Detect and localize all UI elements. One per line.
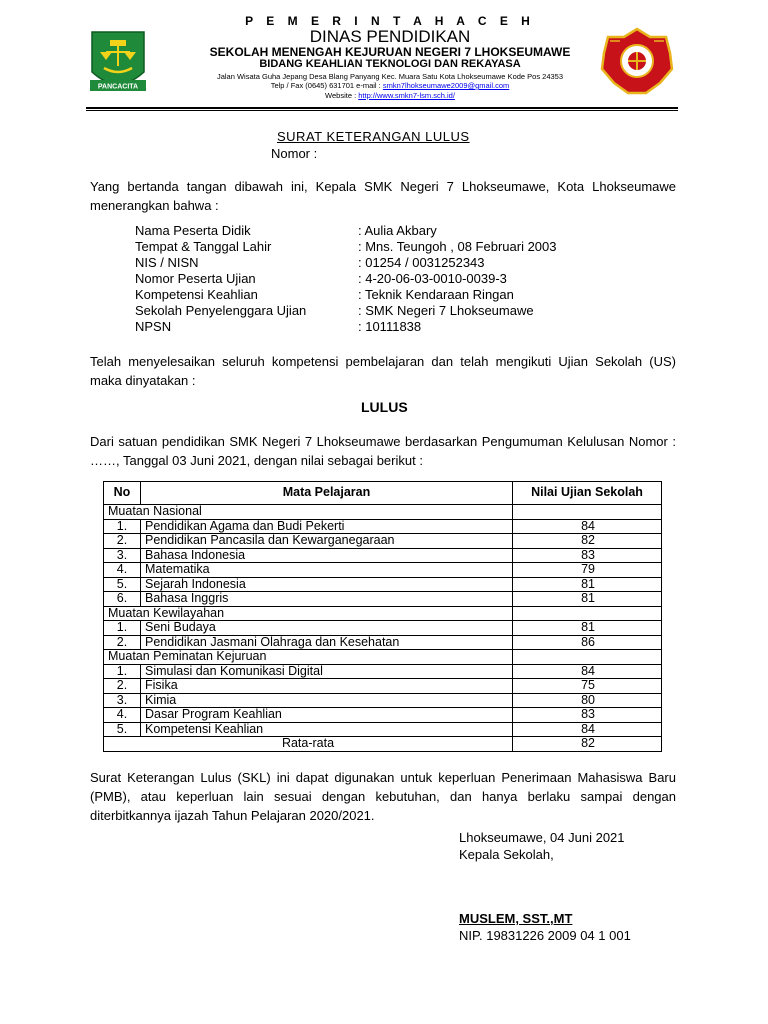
row-score: 79 xyxy=(513,563,662,578)
intro-paragraph: Yang bertanda tangan dibawah ini, Kepala SMK Negeri 7 Lhokseumawe, Kota Lhokseumawe menerangkan bahwa : xyxy=(90,179,676,213)
email-link[interactable]: smkn7lhokseumawe2009@gmail.com xyxy=(382,81,510,90)
section-score-empty xyxy=(513,650,662,665)
section-title: Muatan Nasional xyxy=(104,505,513,520)
header-divider-thin xyxy=(86,110,678,111)
student-label: Nama Peserta Didik xyxy=(135,223,251,238)
row-subject: Fisika xyxy=(141,679,513,694)
table-row xyxy=(104,519,662,534)
row-subject: Bahasa Inggris xyxy=(141,592,513,607)
table-row xyxy=(104,621,662,636)
row-subject: Pendidikan Jasmani Olahraga dan Kesehatan xyxy=(141,635,513,650)
student-value: : Aulia Akbary xyxy=(358,223,437,238)
row-no: 2. xyxy=(104,534,141,549)
row-subject: Pendidikan Agama dan Budi Pekerti xyxy=(141,519,513,534)
row-subject: Simulasi dan Komunikasi Digital xyxy=(141,664,513,679)
signature-place-date: Lhokseumawe, 04 Juni 2021 xyxy=(459,830,625,845)
table-row xyxy=(104,722,662,737)
row-score: 80 xyxy=(513,693,662,708)
aceh-government-logo-icon xyxy=(86,28,150,94)
row-no: 2. xyxy=(104,635,141,650)
school-website xyxy=(165,91,615,100)
row-score: 83 xyxy=(513,548,662,563)
row-score: 81 xyxy=(513,577,662,592)
student-label: Tempat & Tanggal Lahir xyxy=(135,239,272,254)
row-score: 75 xyxy=(513,679,662,694)
section-row xyxy=(104,650,662,665)
row-no: 1. xyxy=(104,519,141,534)
row-no: 2. xyxy=(104,679,141,694)
student-value: : 10111838 xyxy=(358,319,422,334)
table-row xyxy=(104,548,662,563)
announcement-paragraph: Dari satuan pendidikan SMK Negeri 7 Lhokseumawe berdasarkan Pengumuman Kelulusan Nomor : ……, Tanggal 03 Juni 2021, dengan nilai sebagai berikut : xyxy=(90,434,676,468)
row-score: 81 xyxy=(513,592,662,607)
agency-name: DINAS PENDIDIKAN xyxy=(309,27,471,46)
row-no: 1. xyxy=(104,621,141,636)
row-no: 4. xyxy=(104,708,141,723)
document-title: SURAT KETERANGAN LULUS xyxy=(277,129,470,144)
row-score: 86 xyxy=(513,635,662,650)
signatory-name: MUSLEM, SST.,MT xyxy=(459,911,573,926)
section-title: Muatan Peminatan Kejuruan xyxy=(104,650,513,665)
row-no: 4. xyxy=(104,563,141,578)
row-score: 83 xyxy=(513,708,662,723)
row-subject: Seni Budaya xyxy=(141,621,513,636)
section-title: Muatan Kewilayahan xyxy=(104,606,513,621)
row-no: 1. xyxy=(104,664,141,679)
row-score: 84 xyxy=(513,664,662,679)
school-name: SEKOLAH MENENGAH KEJURUAN NEGERI 7 LHOKSEUMAWE xyxy=(209,45,571,59)
document-number: Nomor : xyxy=(271,146,318,161)
row-no: 5. xyxy=(104,577,141,592)
table-row xyxy=(104,635,662,650)
row-subject: Sejarah Indonesia xyxy=(141,577,513,592)
row-no: 6. xyxy=(104,592,141,607)
student-value: : SMK Negeri 7 Lhokseumawe xyxy=(358,303,534,318)
school-contact xyxy=(165,81,615,90)
student-label: Kompetensi Keahlian xyxy=(135,287,258,302)
table-header-row xyxy=(104,482,662,505)
row-subject: Matematika xyxy=(141,563,513,578)
student-value: : Mns. Teungoh , 08 Februari 2003 xyxy=(358,239,557,254)
table-row xyxy=(104,664,662,679)
website-link[interactable]: http://www.smkn7-lsm.sch.id/ xyxy=(358,91,455,100)
row-no: 5. xyxy=(104,722,141,737)
row-subject: Kompetensi Keahlian xyxy=(141,722,513,737)
student-label: Sekolah Penyelenggara Ujian xyxy=(135,303,307,318)
government-name: P E M E R I N T A H A C E H xyxy=(245,14,535,28)
student-label: NIS / NISN xyxy=(135,255,199,270)
row-score: 81 xyxy=(513,621,662,636)
row-subject: Dasar Program Keahlian xyxy=(141,708,513,723)
row-subject: Bahasa Indonesia xyxy=(141,548,513,563)
table-row xyxy=(104,534,662,549)
section-score-empty xyxy=(513,505,662,520)
table-row xyxy=(104,563,662,578)
school-field: BIDANG KEAHLIAN TEKNOLOGI DAN REKAYASA xyxy=(259,58,521,70)
table-row xyxy=(104,693,662,708)
section-row xyxy=(104,505,662,520)
student-value: : 4-20-06-03-0010-0039-3 xyxy=(358,271,507,286)
average-row xyxy=(104,737,662,752)
row-no: 3. xyxy=(104,548,141,563)
header-subject: Mata Pelajaran xyxy=(141,482,513,505)
left-logo-text: PANCACITA xyxy=(97,83,139,91)
table-row xyxy=(104,592,662,607)
table-row xyxy=(104,708,662,723)
closing-paragraph: Surat Keterangan Lulus (SKL) ini dapat digunakan untuk keperluan Penerimaan Mahasiswa Baru (PMB), atau keperluan lain sesuai dengan kebutuhan, dan hanya berlaku sampai dengan diterbitkannya ijazah Tahun Pelajaran 2020/2021. xyxy=(90,770,676,823)
school-address: Jalan Wisata Guha Jepang Desa Blang Panyang Kec. Muara Satu Kota Lhokseumawe Kode Pos 24353 xyxy=(216,72,564,81)
table-row xyxy=(104,679,662,694)
contact-prefix: Telp / Fax (0645) 631701 e-mail : xyxy=(270,81,383,90)
section-score-empty xyxy=(513,606,662,621)
header-divider-thick xyxy=(86,107,678,109)
header-score: Nilai Ujian Sekolah xyxy=(513,482,662,505)
average-label: Rata-rata xyxy=(104,737,513,752)
completion-paragraph: Telah menyelesaikan seluruh kompetensi pembelajaran dan telah mengikuti Ujian Sekolah (US) maka dinyatakan : xyxy=(90,354,676,388)
signatory-nip: NIP. 19831226 2009 04 1 001 xyxy=(459,928,631,943)
average-value: 82 xyxy=(513,737,662,752)
student-label: Nomor Peserta Ujian xyxy=(135,271,256,286)
student-label: NPSN xyxy=(135,319,172,334)
row-score: 84 xyxy=(513,519,662,534)
row-no: 3. xyxy=(104,693,141,708)
graduation-status: LULUS xyxy=(361,399,408,415)
student-value: : 01254 / 0031252343 xyxy=(358,255,485,270)
student-value: : Teknik Kendaraan Ringan xyxy=(358,287,514,302)
row-subject: Kimia xyxy=(141,693,513,708)
signature-role: Kepala Sekolah, xyxy=(459,847,554,862)
grades-table xyxy=(103,481,662,752)
section-row xyxy=(104,606,662,621)
row-score: 84 xyxy=(513,722,662,737)
website-prefix: Website : xyxy=(325,91,359,100)
row-subject: Pendidikan Pancasila dan Kewarganegaraan xyxy=(141,534,513,549)
row-score: 82 xyxy=(513,534,662,549)
header-no: No xyxy=(104,482,141,505)
table-row xyxy=(104,577,662,592)
